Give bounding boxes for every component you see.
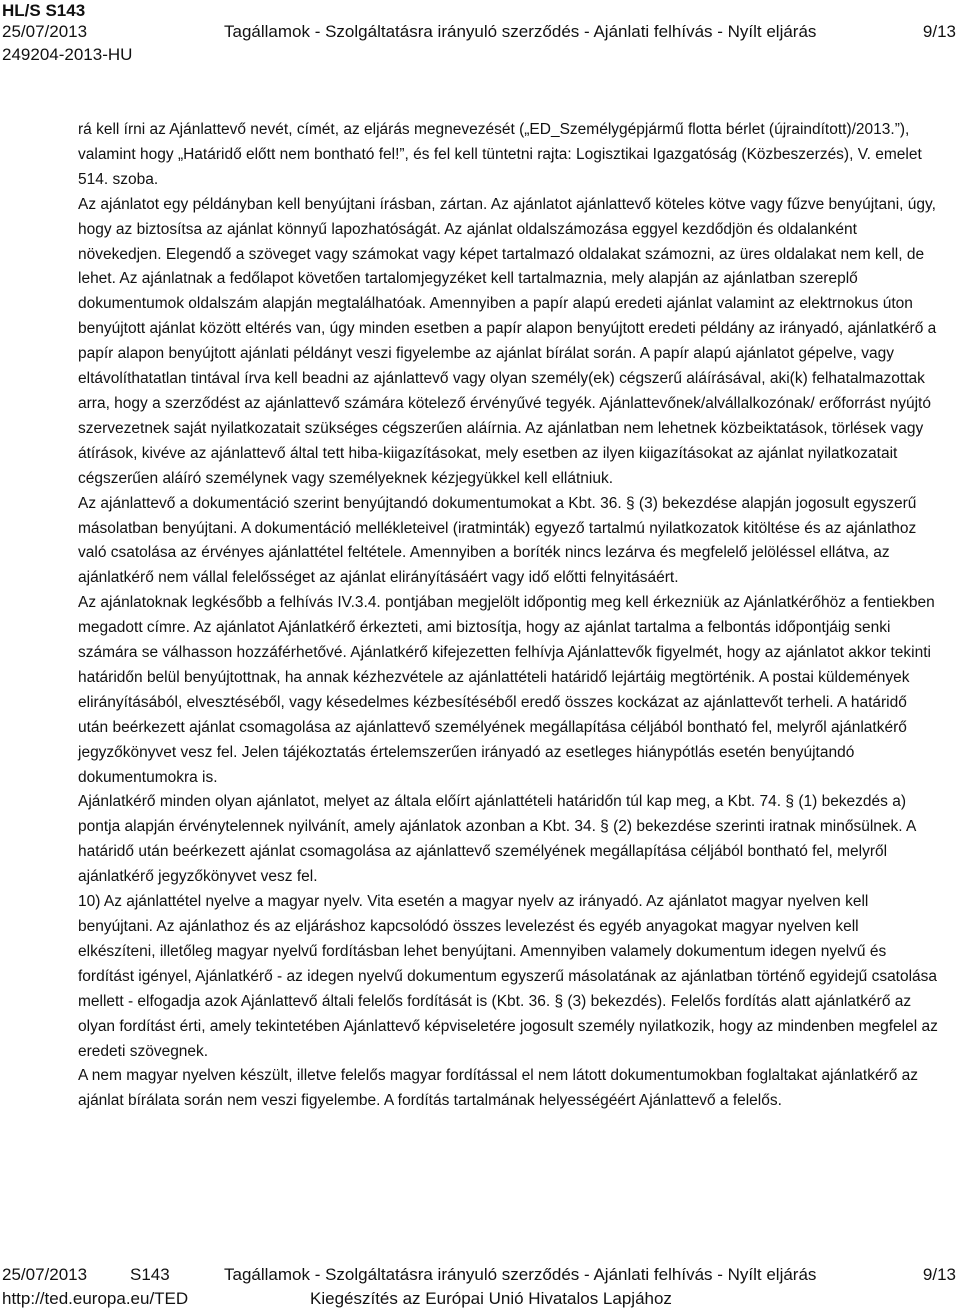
- footer-code: S143: [130, 1265, 170, 1284]
- header-date: 25/07/2013: [2, 22, 88, 41]
- footer-title: Tagállamok - Szolgáltatásra irányuló szerződés - Ajánlati felhívás - Nyílt eljárás: [224, 1265, 817, 1284]
- footer-row-2: [2, 1288, 956, 1310]
- body-paragraph: A nem magyar nyelven készült, illetve felelős magyar fordítással el nem látott dokumentumokban foglaltakat ajánlatkérő az ajánlat bírálata során nem veszi figyelembe. A fordítás tartalmának helyességéért Ajánlattevő a felelős.: [78, 1067, 919, 1110]
- footer-page-number: 9/13: [922, 1265, 956, 1284]
- footer-date: 25/07/2013: [2, 1265, 88, 1284]
- page-header: [0, 0, 960, 72]
- body-paragraph: rá kell írni az Ajánlattevő nevét, címét, az eljárás megnevezését („ED_Személygépjármű flotta bérlet (újraindított)/2013.”), valamint hogy „Határidő előtt nem bontható fel!”, és fel kell tüntetni rajta: Logisztikai Igazgatóság (Közbeszerzés), V. emelet 514. szoba.: [78, 121, 922, 188]
- footer-url[interactable]: http://ted.europa.eu/TED: [2, 1289, 189, 1308]
- header-row-2: [2, 21, 956, 43]
- footer-publisher: Kiegészítés az Európai Unió Hivatalos Lapjához: [310, 1289, 672, 1308]
- document-body: [78, 118, 938, 1114]
- body-paragraph: Az ajánlattevő a dokumentáció szerint benyújtandó dokumentumokat a Kbt. 36. § (3) bekezdése alapján jogosult egyszerű másolatban benyújtani. A dokumentáció mellékleteivel (iratminták) egyező tartalmú nyilatkozatok kitöltése és az ajánlathoz való csatolása az érvényes ajánlattétel feltétele. Amennyiben a boríték nincs lezárva és megfelelő jelöléssel ellátva, az ajánlatkérő nem vállal felelősséget az ajánlat elirányításáért vagy idő előtti felnyitásáért.: [78, 494, 917, 587]
- page-footer: [0, 1264, 960, 1311]
- header-title: Tagállamok - Szolgáltatásra irányuló szerződés - Ajánlati felhívás - Nyílt eljárás: [224, 22, 817, 41]
- header-page-number: 9/13: [922, 22, 956, 41]
- doc-id: HL/S S143: [2, 1, 86, 20]
- body-paragraph: 10) Az ajánlattétel nyelve a magyar nyelv. Vita esetén a magyar nyelv az irányadó. Az ajánlatot magyar nyelven kell benyújtani. Az ajánlathoz és az eljáráshoz kapcsolódó összes levelezést és egyéb anyagokat magyar nyelven kell elkészíteni, illetőleg magyar nyelvű fordításban lehet benyújtani. Amennyiben valamely dokumentum idegen nyelvű és fordítást igényel, Ajánlatkérő - az idegen nyelvű dokumentum egyszerű másolatának az ajánlatban történő egyidejű csatolása mellett - elfogadja azok Ajánlattevő általi felelős fordítását is (Kbt. 36. § (3) bekezdés). Felelős fordítás alatt ajánlatkérő az olyan fordítást érti, amely tekintetében Ajánlattevő képviseletére jogosult személy nyilatkozik, hogy az mindenben megfelel az eredeti szövegnek.: [78, 893, 938, 1060]
- footer-row-1: [2, 1264, 956, 1286]
- body-paragraph: Az ajánlatoknak legkésőbb a felhívás IV.3.4. pontjában megjelölt időpontig meg kell érkezniük az Ajánlatkérőhöz a fentiekben megadott címre. Az ajánlatot Ajánlatkérő érkezteti, ami biztosítja, hogy az ajánlat tartalma a felbontás időpontjáig senki számára se válhasson hozzáférhetővé. Ajánlatkérő kifejezetten felhívja Ajánlattevők figyelmét, hogy az ajánlatot akkor tekinti határidőn belül benyújtottnak, ha annak kézhezvétele az ajánlattételi határidő lejártáig megtörténik. A postai küldemények elirányításából, elvesztéséből, vagy késedelmes kézbesítéséből eredő összes kockázat az ajánlattevőt terheli. A határidő után beérkezett ajánlat csomagolása az ajánlattevő személyének megállapítása céljából bontható fel, melyről ajánlatkérő jegyzőkönyvet vesz fel. Jelen tájékoztatás értelemszerűen irányadó az esetleges hiánypótlás esetén benyújtandó dokumentumokra is.: [78, 594, 935, 786]
- notice-number: 249204-2013-HU: [2, 45, 133, 64]
- header-row-1: [2, 0, 956, 22]
- header-row-3: [2, 44, 956, 66]
- body-paragraph: Az ajánlatot egy példányban kell benyújtani írásban, zártan. Az ajánlatot ajánlattevő köteles kötve vagy fűzve benyújtani, úgy, hogy az biztosítsa az ajánlat könnyű lapozhatóságát. Az ajánlat oldalszámozása eggyel kezdődjön és oldalanként növekedjen. Elegendő a szöveget vagy számokat vagy képet tartalmazó oldalakat számozni, az üres oldalakat nem kell, de lehet. Az ajánlatnak a fedőlapot követően tartalomjegyzéket kell tartalmaznia, mely alapján az ajánlatban szereplő dokumentumok oldalszám alapján megtalálhatóak. Amennyiben a papír alapú eredeti ajánlat valamint az elektrnokus úton benyújtott ajánlat között eltérés van, úgy minden esetben a papír alapon benyújtott eredeti példány az irányadó, ajánlatkérő a papír alapon benyújtott ajánlati példányt veszi figyelembe az ajánlat bírálat során. A papír alapú ajánlatot gépelve, vagy eltávolíthatatlan tintával írva kell beadni az ajánlattevő vagy olyan személy(ek) cégszerű aláírásával, aki(k) felhatalmazottak arra, hogy a szerződést az ajánlattevő számára kötelező érvényűvé tegyék. Ajánlattevőnek/alvállalkozónak/ erőforrást nyújtó szervezetnek saját nyilatkozatait szükséges cégszerűen aláírnia. Az ajánlatban nem lehetnek közbeiktatások, törlések vagy átírások, kivéve az ajánlattevő által tett hiba-kiigazításokat, mely esetben az ilyen kiigazításokat az ajánlat nyilatkozatait cégszerűen aláíró személynek vagy személyeknek kézjegyükkel kell ellátniuk.: [78, 195, 937, 487]
- body-paragraph: Ajánlatkérő minden olyan ajánlatot, melyet az általa előírt ajánlattételi határidőn túl kap meg, a Kbt. 74. § (1) bekezdés a) pontja alapján érvénytelennek nyilvánít, amely ajánlatok azonban a Kbt. 34. § (2) bekezdése szerinti iratnak minősülnek. A határidő után beérkezett ajánlat csomagolása az ajánlattevő személyének megállapítása céljából bontható fel, melyről ajánlatkérő jegyzőkönyvet vesz fel.: [78, 793, 916, 886]
